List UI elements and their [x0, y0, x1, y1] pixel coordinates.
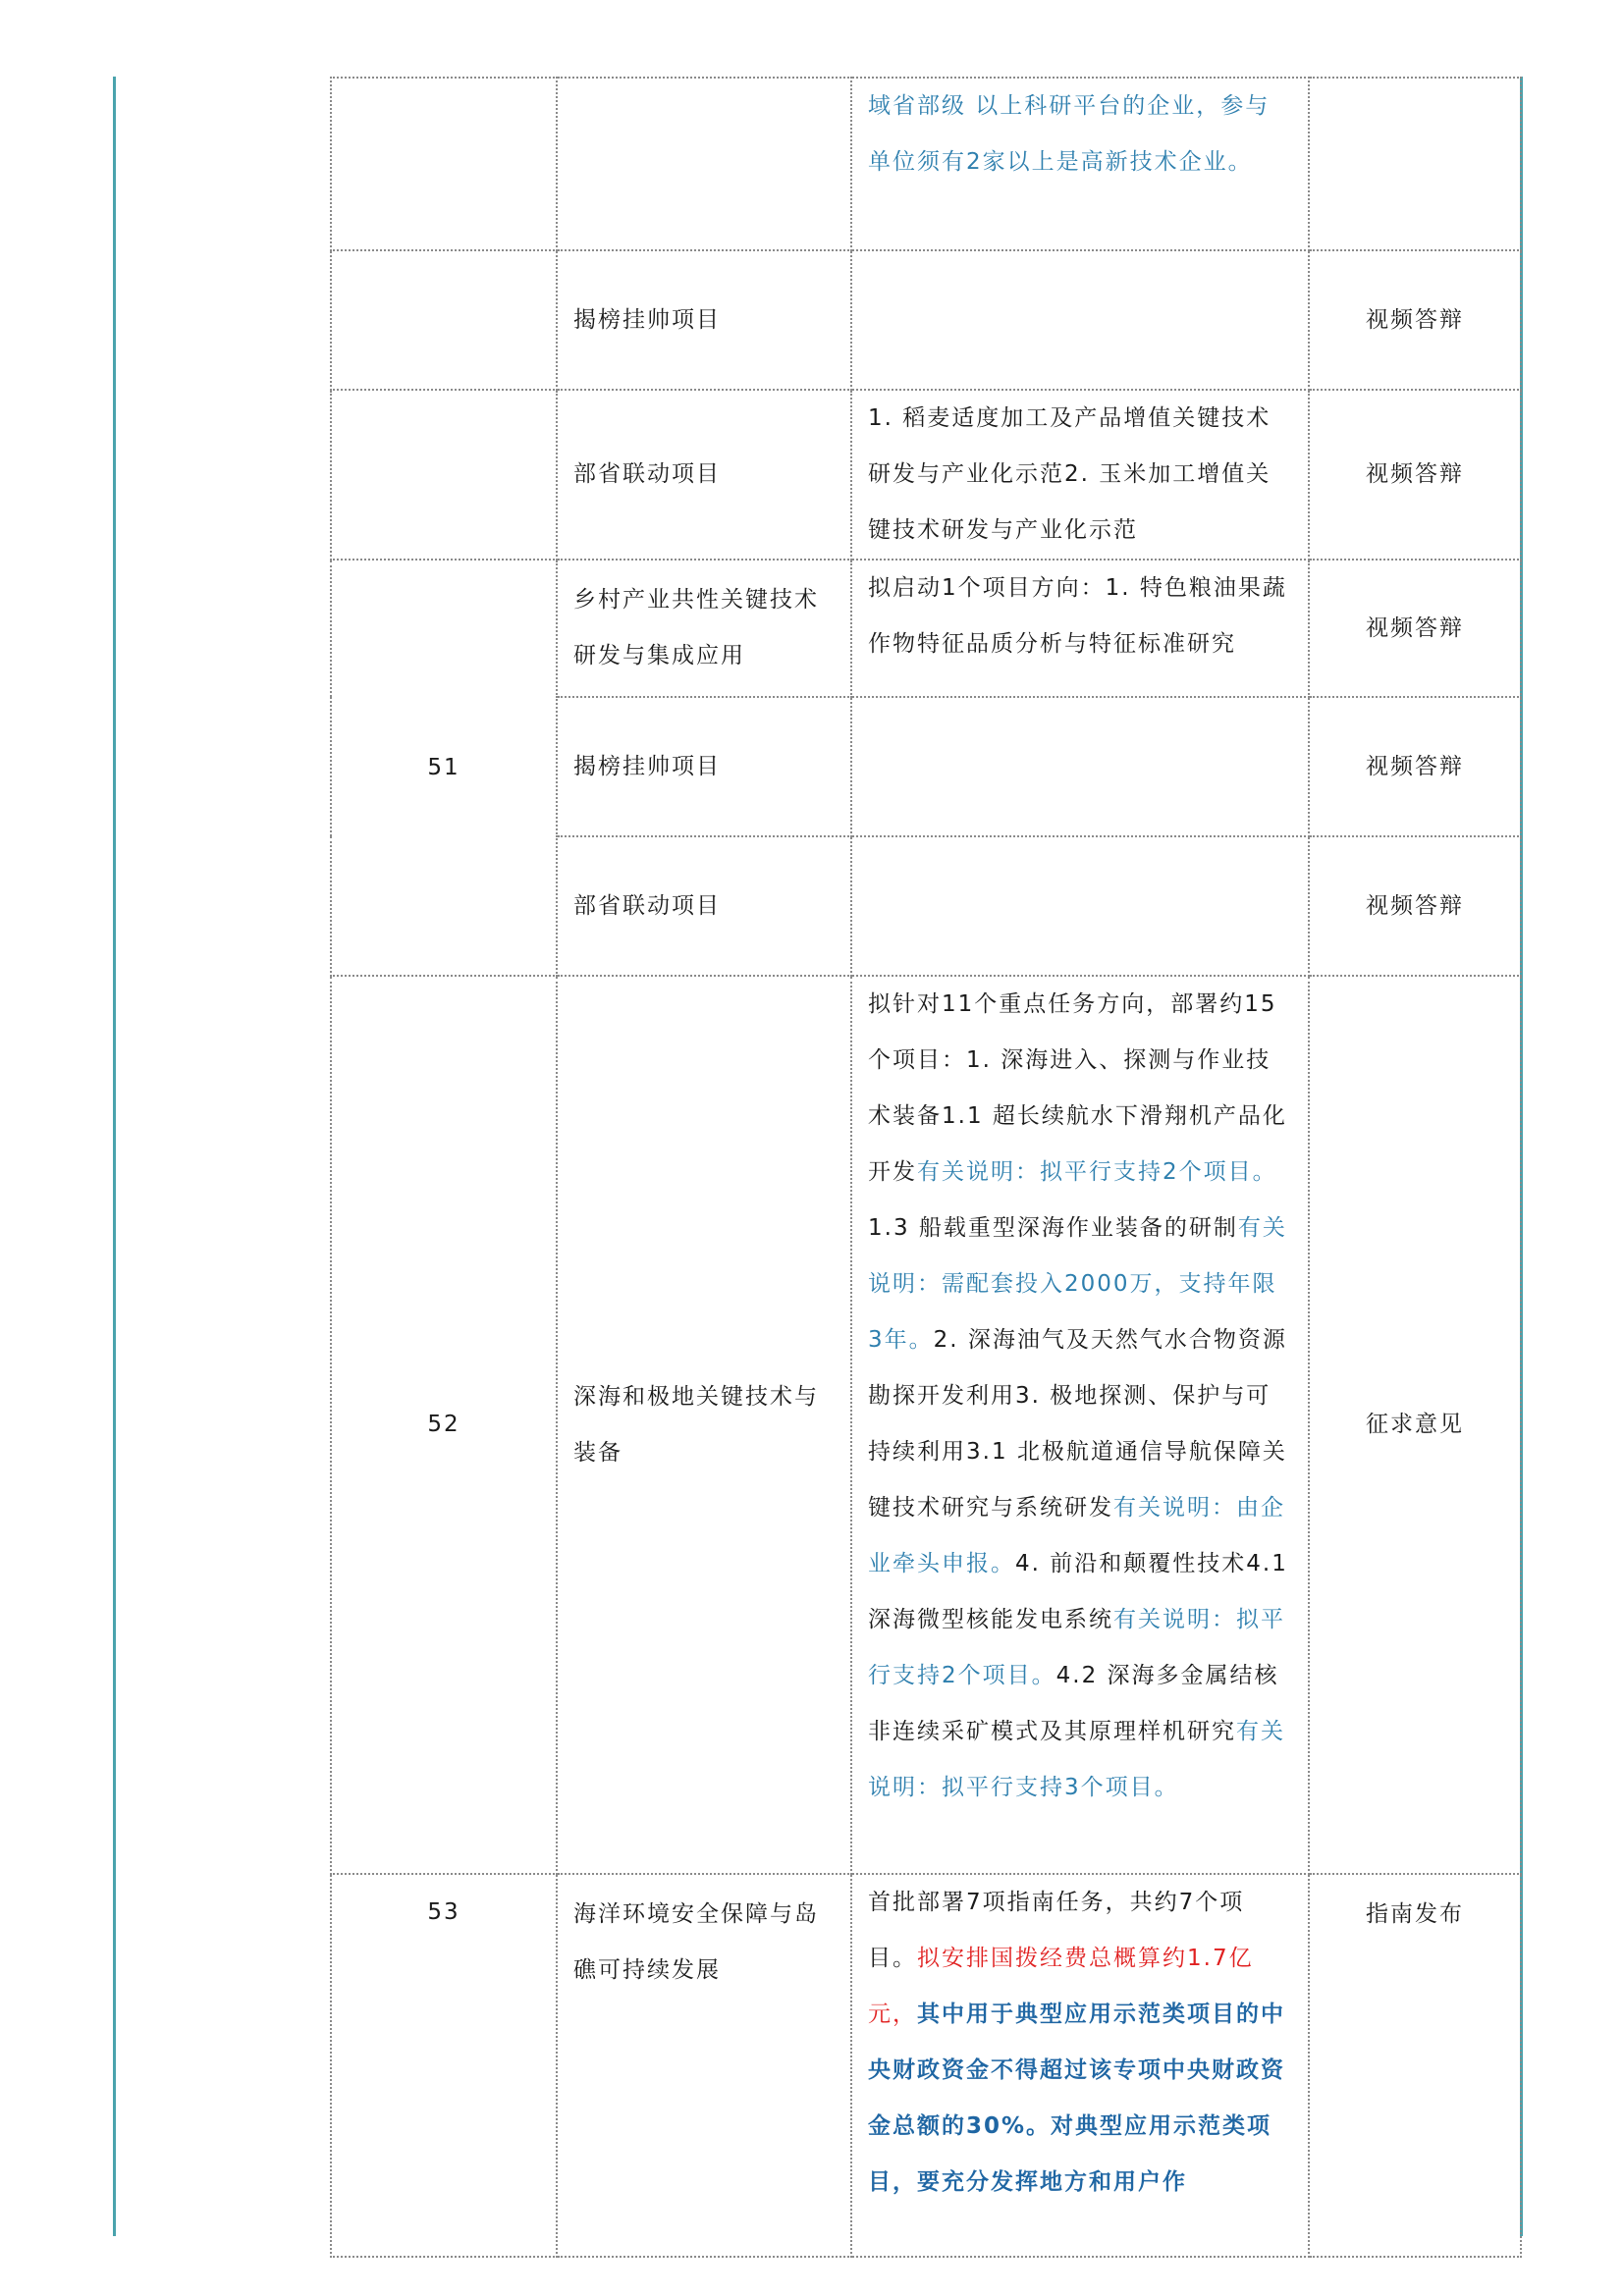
row-number-cell	[331, 78, 557, 250]
description-segment: 4. 前沿和颠覆性技术4.1 深海微型核能发电系统	[868, 1551, 1288, 1632]
description-segment: 2. 深海油气及天然气水合物资源勘探开发利用3. 极地探测、保护与可持续利用3.1 北极航道通信导航保障关键技术研究与系统研发	[868, 1327, 1287, 1521]
project-description-cell: 1. 稻麦适度加工及产品增值关键技术研发与产业化示范2. 玉米加工增值关键技术研发与产业化示范	[851, 390, 1309, 560]
project-name-cell: 部省联动项目	[557, 390, 851, 560]
status-cell: 视频答辩	[1309, 697, 1521, 836]
description-segment: 有关说明：拟平行支持3个项目。	[868, 1719, 1285, 1800]
status-cell: 视频答辩	[1309, 560, 1521, 697]
table-row	[331, 976, 1521, 1874]
project-name-cell: 部省联动项目	[557, 836, 851, 976]
description-segment: 首批部署7项指南任务，共约7个项目。	[868, 1890, 1245, 1971]
table-row	[331, 250, 1521, 390]
project-name-cell: 乡村产业共性关键技术研发与集成应用	[557, 560, 851, 697]
description-segment: 有关说明：需配套投入2000万，支持年限3年。	[868, 1215, 1287, 1353]
project-name-cell: 揭榜挂帅项目	[557, 250, 851, 390]
project-description-cell	[851, 976, 1309, 1874]
status-cell: 指南发布	[1309, 1874, 1521, 2257]
description-segment: 其中用于典型应用示范类项目的中央财政资金不得超过该专项中央财政资金总额的30%。对典型应用示范类项目，要充分发挥地方和用户作	[868, 2002, 1285, 2195]
row-number-cell: 51	[331, 560, 557, 976]
project-table	[330, 77, 1522, 2258]
left-frame-line	[113, 77, 116, 2236]
table-row	[331, 78, 1521, 250]
project-name-cell: 深海和极地关键技术与装备	[557, 976, 851, 1874]
project-name-cell	[557, 78, 851, 250]
row-number-cell	[331, 390, 557, 560]
description-segment: 域省部级 以上科研平台的企业，参与单位须有2家以上是高新技术企业。	[868, 93, 1271, 175]
status-cell: 视频答辩	[1309, 250, 1521, 390]
description-segment: 4.2 深海多金属结核非连续采矿模式及其原理样机研究	[868, 1663, 1279, 1744]
status-cell: 视频答辩	[1309, 836, 1521, 976]
description-segment: 拟安排国拨经费总概算约1.7亿元，	[868, 1946, 1254, 2027]
row-number-cell: 53	[331, 1874, 557, 2257]
row-number-cell	[331, 250, 557, 390]
description-segment: 有关说明：拟平行支持2个项目。	[868, 1607, 1285, 1688]
description-segment: 有关说明：拟平行支持2个项目。	[917, 1159, 1277, 1185]
table-row	[331, 390, 1521, 560]
project-description-cell	[851, 250, 1309, 390]
row-number-cell: 52	[331, 976, 557, 1874]
description-segment: 1.3 船载重型深海作业装备的研制	[868, 1215, 1238, 1241]
table-row	[331, 560, 1521, 697]
project-description-cell	[851, 78, 1309, 250]
table-row	[331, 1874, 1521, 2257]
project-name-cell: 海洋环境安全保障与岛礁可持续发展	[557, 1874, 851, 2257]
status-cell: 视频答辩	[1309, 390, 1521, 560]
project-name-cell: 揭榜挂帅项目	[557, 697, 851, 836]
project-description-cell	[851, 697, 1309, 836]
project-description-cell	[851, 1874, 1309, 2257]
status-cell	[1309, 78, 1521, 250]
status-cell: 征求意见	[1309, 976, 1521, 1874]
project-description-cell	[851, 836, 1309, 976]
project-description-cell: 拟启动1个项目方向：1. 特色粮油果蔬作物特征品质分析与特征标准研究	[851, 560, 1309, 697]
description-segment: 拟针对11个重点任务方向，部署约15个项目：1. 深海进入、探测与作业技术装备1.1 超长续航水下滑翔机产品化开发	[868, 991, 1287, 1185]
description-segment: 有关说明：由企业牵头申报。	[868, 1495, 1285, 1576]
